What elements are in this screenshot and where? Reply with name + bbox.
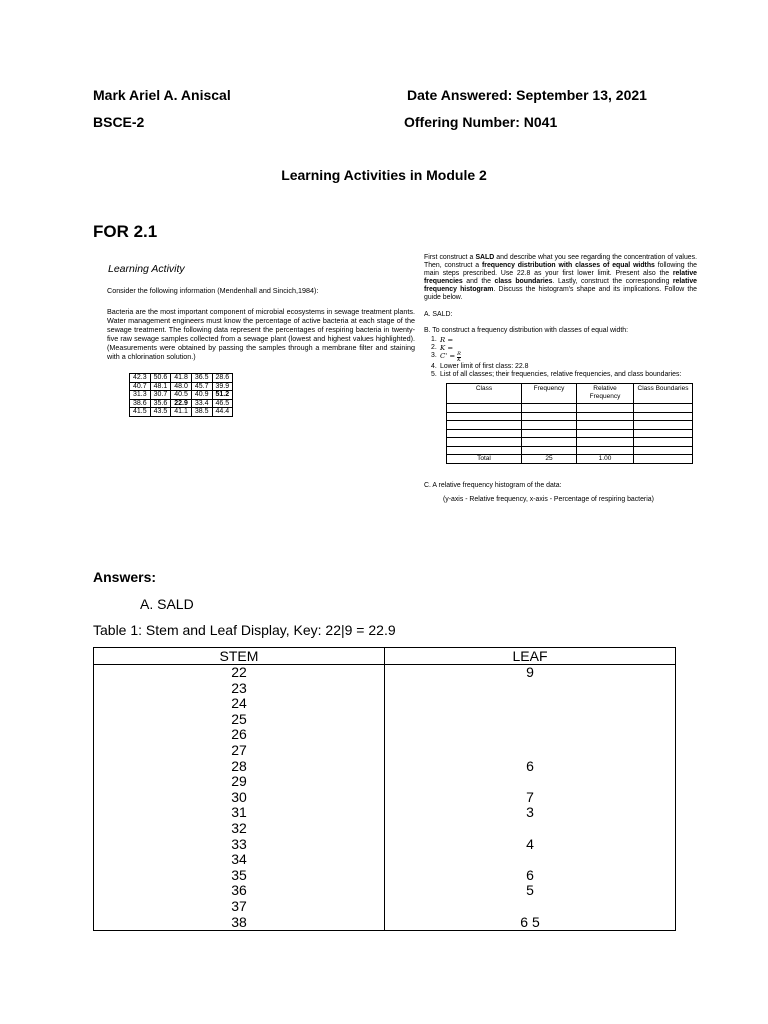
stem-cell: 31 — [94, 805, 385, 821]
course: BSCE-2 — [93, 114, 145, 130]
step-b-list — [431, 336, 697, 379]
instructions-image — [424, 254, 697, 504]
table-row — [94, 743, 676, 759]
data-cell: 36.5 — [191, 374, 212, 383]
stem-cell: 26 — [94, 727, 385, 743]
data-cell: 42.3 — [130, 374, 151, 383]
step-b-label: B. To construct a frequency distribution with classes of equal width: — [424, 327, 629, 334]
data-cell-highest: 51.2 — [212, 391, 233, 400]
data-cell: 28.6 — [212, 374, 233, 383]
stem-cell: 35 — [94, 868, 385, 884]
data-cell: 40.9 — [191, 391, 212, 400]
table-row — [94, 790, 676, 806]
table-row — [94, 759, 676, 775]
leaf-cell: 5 — [385, 883, 676, 899]
stem-cell: 32 — [94, 821, 385, 837]
frequency-table — [446, 383, 693, 464]
list-item: 1. R = — [431, 336, 454, 344]
list-item: 2. K = — [431, 344, 454, 352]
data-cell: 50.6 — [150, 374, 171, 383]
table-row — [94, 774, 676, 790]
data-cell: 41.5 — [130, 408, 151, 417]
data-cell: 30.7 — [150, 391, 171, 400]
table-row — [447, 412, 693, 421]
stem-cell: 28 — [94, 759, 385, 775]
stem-cell: 37 — [94, 899, 385, 915]
leaf-cell: 6 — [385, 868, 676, 884]
stem-cell: 23 — [94, 681, 385, 697]
learning-activity-heading: Learning Activity — [108, 263, 185, 275]
leaf-cell — [385, 899, 676, 915]
section-heading: FOR 2.1 — [93, 222, 158, 241]
leaf-cell — [385, 696, 676, 712]
consider-text: Consider the following information (Mendenhall and Sincich,1984): — [107, 286, 319, 295]
answer-item-a: A. SALD — [140, 596, 194, 612]
instructions-intro: First construct a SALD and describe what you see regarding the concentration of values. Then, construct a frequency distribution with classes of equal widths following the main steps prescribed. Use 22.8 as your first lower limit. Present also the relative frequencies and the class boundaries. Lastly, construct the corresponding relative frequency histogram. Discuss the histogram's shape and its implications. Follow the guide below. — [424, 254, 698, 301]
table-row — [94, 712, 676, 728]
table-row — [94, 696, 676, 712]
data-cell: 43.5 — [150, 408, 171, 417]
table-row — [94, 821, 676, 837]
data-cell: 40.5 — [171, 391, 192, 400]
table-row — [94, 868, 676, 884]
stem-cell: 25 — [94, 712, 385, 728]
leaf-cell: 6 — [385, 759, 676, 775]
stem-cell: 30 — [94, 790, 385, 806]
data-cell: 46.5 — [212, 399, 233, 408]
bacteria-paragraph: Bacteria are the most important component of microbial ecosystems in sewage treatment plants. Water management engineers must know the percentage of active bacteria at each stage of the sewage treatment. The following data represent the percentages of respiring bacteria in twenty-five raw sewage samples collected from a sewage plant (lowest and highest values highlighted). (Measurements were obtained by passing the samples through a membrane filter and staining with a chlorination solution.) — [107, 307, 415, 361]
stem-cell: 27 — [94, 743, 385, 759]
leaf-cell — [385, 774, 676, 790]
col-relative-frequency: Relative Frequency — [577, 384, 634, 404]
table-row — [447, 421, 693, 430]
raw-data-table — [129, 373, 233, 417]
table-row — [94, 665, 676, 681]
stem-leaf-table — [93, 647, 676, 931]
list-item: 3. C' = $\frac{R}{K}$ — [431, 351, 461, 363]
table-row — [94, 727, 676, 743]
table-row — [94, 681, 676, 697]
data-cell: 41.8 — [171, 374, 192, 383]
data-cell: 38.5 — [191, 408, 212, 417]
data-cell: 39.9 — [212, 382, 233, 391]
data-cell: 48.1 — [150, 382, 171, 391]
date-answered: Date Answered: September 13, 2021 — [407, 87, 647, 103]
data-cell: 31.3 — [130, 391, 151, 400]
stem-cell: 33 — [94, 837, 385, 853]
step-a-label: A. SALD: — [424, 311, 453, 318]
data-cell: 45.7 — [191, 382, 212, 391]
table-caption: Table 1: Stem and Leaf Display, Key: 22|9 = 22.9 — [93, 622, 396, 638]
data-cell: 44.4 — [212, 408, 233, 417]
leaf-cell: 4 — [385, 837, 676, 853]
stem-cell: 24 — [94, 696, 385, 712]
offering-number: Offering Number: N041 — [404, 114, 558, 130]
leaf-cell: 7 — [385, 790, 676, 806]
learning-activity-image — [107, 258, 415, 417]
col-class: Class — [447, 384, 522, 404]
data-cell: 41.1 — [171, 408, 192, 417]
data-cell: 38.6 — [130, 399, 151, 408]
leaf-header: LEAF — [385, 648, 676, 665]
leaf-cell: 3 — [385, 805, 676, 821]
student-name: Mark Ariel A. Aniscal — [93, 87, 231, 103]
table-row — [447, 446, 693, 455]
stem-cell: 29 — [94, 774, 385, 790]
data-cell-lowest: 22.9 — [171, 399, 192, 408]
table-row — [447, 429, 693, 438]
r-over-k-fraction: $\frac{R}{K}$ — [457, 351, 461, 363]
table-row — [447, 438, 693, 447]
col-frequency: Frequency — [522, 384, 577, 404]
table-row — [94, 805, 676, 821]
step-c-axes: (y-axis - Relative frequency, x-axis - Percentage of respiring bacteria) — [443, 495, 654, 503]
table-row — [447, 404, 693, 413]
data-cell: 48.0 — [171, 382, 192, 391]
page-title: Learning Activities in Module 2 — [281, 167, 487, 183]
step-c-label: C. A relative frequency histogram of the data: — [424, 481, 562, 489]
stem-cell: 38 — [94, 915, 385, 931]
stem-cell: 34 — [94, 852, 385, 868]
col-class-boundaries: Class Boundaries — [634, 384, 693, 404]
leaf-cell — [385, 712, 676, 728]
total-row: Total 25 1.00 — [447, 455, 693, 464]
table-row — [94, 852, 676, 868]
list-item: 4. Lower limit of first class: 22.8 — [431, 363, 529, 370]
leaf-cell — [385, 821, 676, 837]
leaf-cell: 6 5 — [385, 915, 676, 931]
data-cell: 40.7 — [130, 382, 151, 391]
data-cell: 35.6 — [150, 399, 171, 408]
table-row — [94, 899, 676, 915]
list-item: 5. List of all classes; their frequencies, relative frequencies, and class boundaries: — [431, 371, 682, 378]
leaf-cell — [385, 852, 676, 868]
answers-label: Answers: — [93, 569, 157, 585]
leaf-cell: 9 — [385, 665, 676, 681]
leaf-cell — [385, 727, 676, 743]
table-row — [94, 837, 676, 853]
table-row — [94, 883, 676, 899]
data-cell: 33.4 — [191, 399, 212, 408]
stem-cell: 36 — [94, 883, 385, 899]
leaf-cell — [385, 681, 676, 697]
stem-header: STEM — [94, 648, 385, 665]
table-row — [94, 915, 676, 931]
leaf-cell — [385, 743, 676, 759]
stem-cell: 22 — [94, 665, 385, 681]
